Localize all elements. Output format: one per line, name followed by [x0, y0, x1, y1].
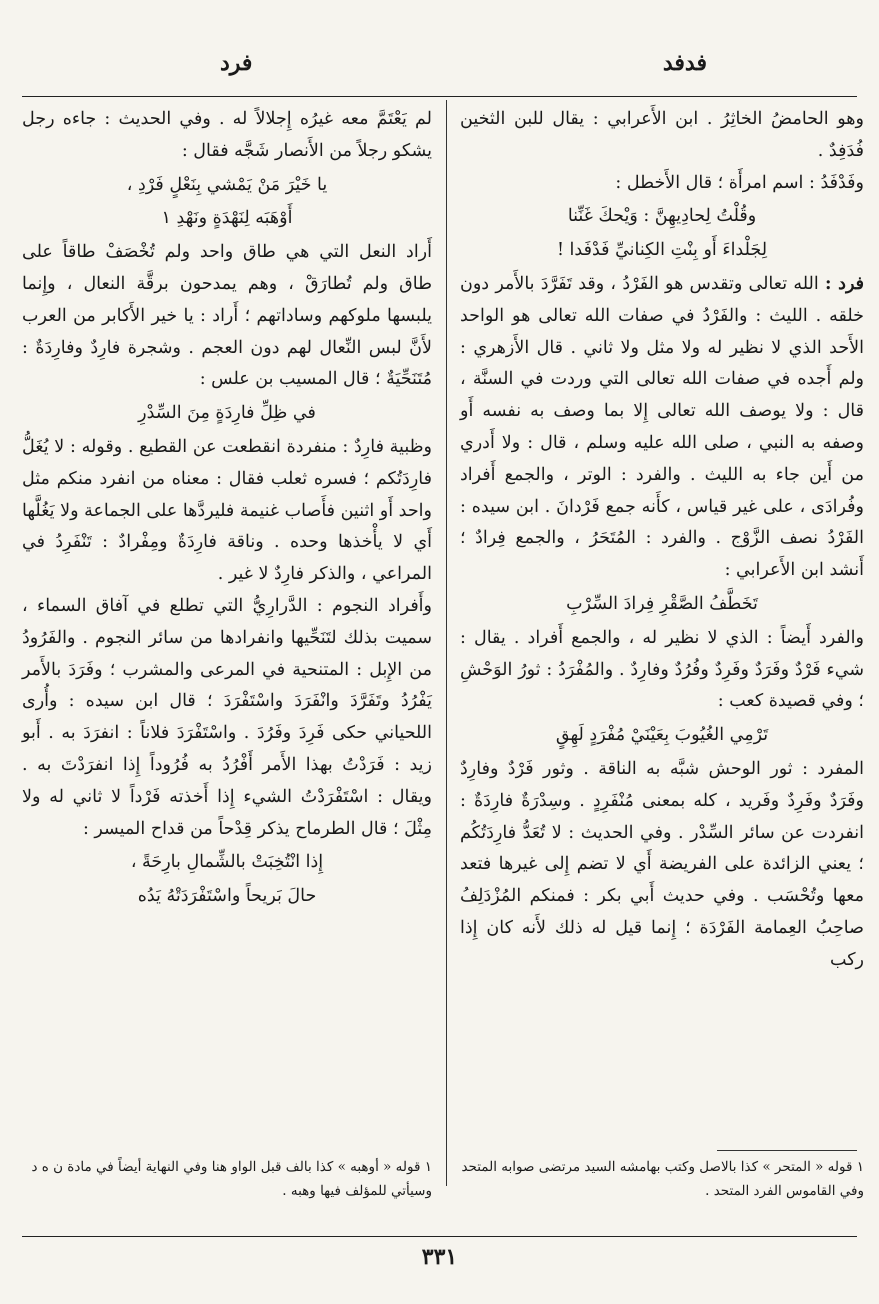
- verse-line: لِجَلْداءَ أَو بِنْتِ الكِنانيِّ فَدْفَدا !: [556, 240, 768, 261]
- entry-headword: فرد :: [824, 273, 864, 294]
- entry-paragraph: [460, 269, 864, 587]
- verse-line: في ظِلِّ فارِدَةٍ مِنَ السِّدْرِ: [138, 403, 316, 424]
- left-column: [22, 104, 432, 915]
- verse-line: حالَ بَريحاً واسْتَفْرَدَتْهُ يَدُه: [137, 886, 317, 907]
- paragraph: أَراد النعل التي هي طاق واحد ولم تُخْصَفْ طاقاً على طاق ولم تُطارَقْ ، وهم يمدحون برقَّة النعال ، وإِنما يلبسها ملوكهم وساداتهم ؛ أَراد : يا خير الأَكابر من العرب لأَنَّ لبس النِّعال لهم دون العجم . وشجرة فارِدٌ وفارِدَةٌ : مُتَنَحِّيَةٌ ؛ قال المسيب بن علس :: [22, 242, 432, 390]
- page-number: ٣٣١: [421, 1244, 458, 1270]
- verse-line: وقُلْتُ لِحادِيهِنَّ : وَيْحكَ غَنِّنا: [567, 206, 757, 227]
- entry-text: الله تعالى وتقدس هو الفَرْدُ ، وقد تَفَرَّدَ بالأَمر دون خلقه . الليث : والفَرْدُ في صفات الله تعالى هو الواحد الأَحد الذي لا نظير له ولا مثل ولا ثاني . قال الأَزهري : ولم أَجده في صفات الله تعالى التي وردت في السنَّة ، قال : ولا يوصف الله تعالى إِلا بما وصف به نفسه أَو وصفه به النبي ، صلى الله عليه وسلم ، قال : ولا أَدري من أَين جاء به الليث . والفرد : الوتر ، والجمع أَفراد وفُرادَى ، على غير قياس ، كأَنه جمع فَرْدانَ . ابن سيده : الفَرْدُ نصف الزَّوْج . والفرد : المُتَحَرُ ، والجمع فِرادٌ ؛ أَنشد ابن الأَعرابي :: [460, 273, 864, 581]
- paragraph: لم يَعْتَمَّ معه غيرُه إِجلالاً له . وفي الحديث : جاءه رجل يشكو رجلاً من الأَنصار شَجَّه فقال :: [22, 109, 432, 161]
- bottom-rule: [22, 1236, 857, 1237]
- verse-line: تَخَطَّفُ الصَّقْرِ فِرادَ السِّرْبِ: [566, 593, 758, 614]
- footnote-rule: [717, 1150, 857, 1151]
- running-head-right: فدفد: [662, 50, 707, 76]
- verse-line: إِذا انْتُخِبَتْ بالشِّمالِ بارِحَةً ،: [130, 852, 324, 873]
- top-rule: [22, 96, 857, 97]
- running-head-left: فرد: [220, 50, 253, 76]
- footnote-left: ١ قوله « أوهبه » كذا بالف قبل الواو هنا وفي النهاية أيضاً في مادة ن ه د وسيأتي للمؤلف فيها وهبه .: [31, 1159, 432, 1199]
- paragraph: المفرد : ثور الوحش شبَّه به الناقة . وثور فَرْدٌ وفارِدٌ وفَرَدٌ وفَرِدٌ وفَريد ، كله بمعنى مُنْفَرِدٍ . وسِدْرَةٌ فارِدَةٌ : انفردت عن سائر السِّدْر . وفي الحديث : لا تُعَدُّ فارِدَتُكُم ؛ يعني الزائدة على الفريضة أَي لا تضم إِلى غيرها فتعد معها وتُحْسَب . وفي حديث أَبي بكر : فمنكم المُزْدَلِفُ صاحِبُ العِمامة الفَرْدَة ؛ إِنما قيل له ذلك لأَنه كان إِذا ركب: [460, 758, 864, 970]
- paragraph: وأَفراد النجوم : الدَّرارِيُّ التي تطلع في آفاق السماء ، سميت بذلك لتَنَحِّيها وانفرادها من سائر النجوم . والفَرُودُ من الإِبل : المتنحية في المرعى والمشرب ؛ وفَرَدَ بالأَمر يَفْرُدُ وتَفَرَّدَ وانْفَرَدَ واسْتَفْرَدَ ؛ قال ابن سيده : وأُرى اللحياني حكى فَرِدَ وفَرُدَ . واسْتَفْرَدَ فلاناً : انفرَدَ به . أَبو زيد : فَرَدْتُ بهذا الأَمر أَفْرُدُ به فُرُوداً إِذا انفرَدْتَ به . ويقال : اسْتَفْرَدْتُ الشيء إِذا أَخذته فَرْداً لا ثاني له ولا مِثْلَ ؛ قال الطرماح يذكر قِدْحاً من قداح الميسر :: [22, 595, 432, 839]
- paragraph: وظبية فارِدٌ : منفردة انقطعت عن القطيع . وقوله : لا يُغَلُّ فارِدَتُكم ؛ فسره ثعلب فقال : معناه من انفرد منكم مثل واحد أَو اثنين فأَصاب غنيمة فليردَّها على الجماعة ولا يَغُلَّها أَي لا يأْخذها وحده . وناقة فارِدَةٌ ومِفْرادٌ : تَنْفَرِدُ في المراعي ، والذكر فارِدٌ لا غير .: [22, 436, 432, 585]
- verse-line: يا خَيْرَ مَنْ يَمْشي بِنَعْلٍ فَرْدِ ،: [126, 174, 328, 195]
- paragraph: والفرد أَيضاً : الذي لا نظير له ، والجمع أَفراد . يقال : شيء فَرْدٌ وفَرَدٌ وفَرِدٌ وفُرُدٌ وفارِدٌ . والمُفْرَدُ : ثورُ الوَحْشِ ؛ وفي قصيدة كعب :: [460, 627, 864, 712]
- footnote-right: ١ قوله « المتحر » كذا بالاصل وكتب بهامشه السيد مرتضى صوابه المتحد وفي القاموس الفرد المتحد .: [461, 1159, 864, 1199]
- column-divider: [446, 100, 447, 1186]
- verse-line: أَوْهَبَه لِنَهْدَةٍ ونَهْدِ ١: [161, 208, 293, 229]
- verse-line: تَرْمِي الغُيُوبَ بِعَيْنَيْ مُفْرَدٍ لَهِقٍ: [555, 725, 769, 746]
- paragraph: وفَدْفَدُ : اسم امرأَة ؛ قال الأَخطل :: [615, 172, 864, 193]
- paragraph: وهو الحامضُ الخاثِرُ . ابن الأَعرابي : يقال للبن الثخين فُدَفِدٌ .: [460, 109, 864, 161]
- right-column: [460, 104, 864, 977]
